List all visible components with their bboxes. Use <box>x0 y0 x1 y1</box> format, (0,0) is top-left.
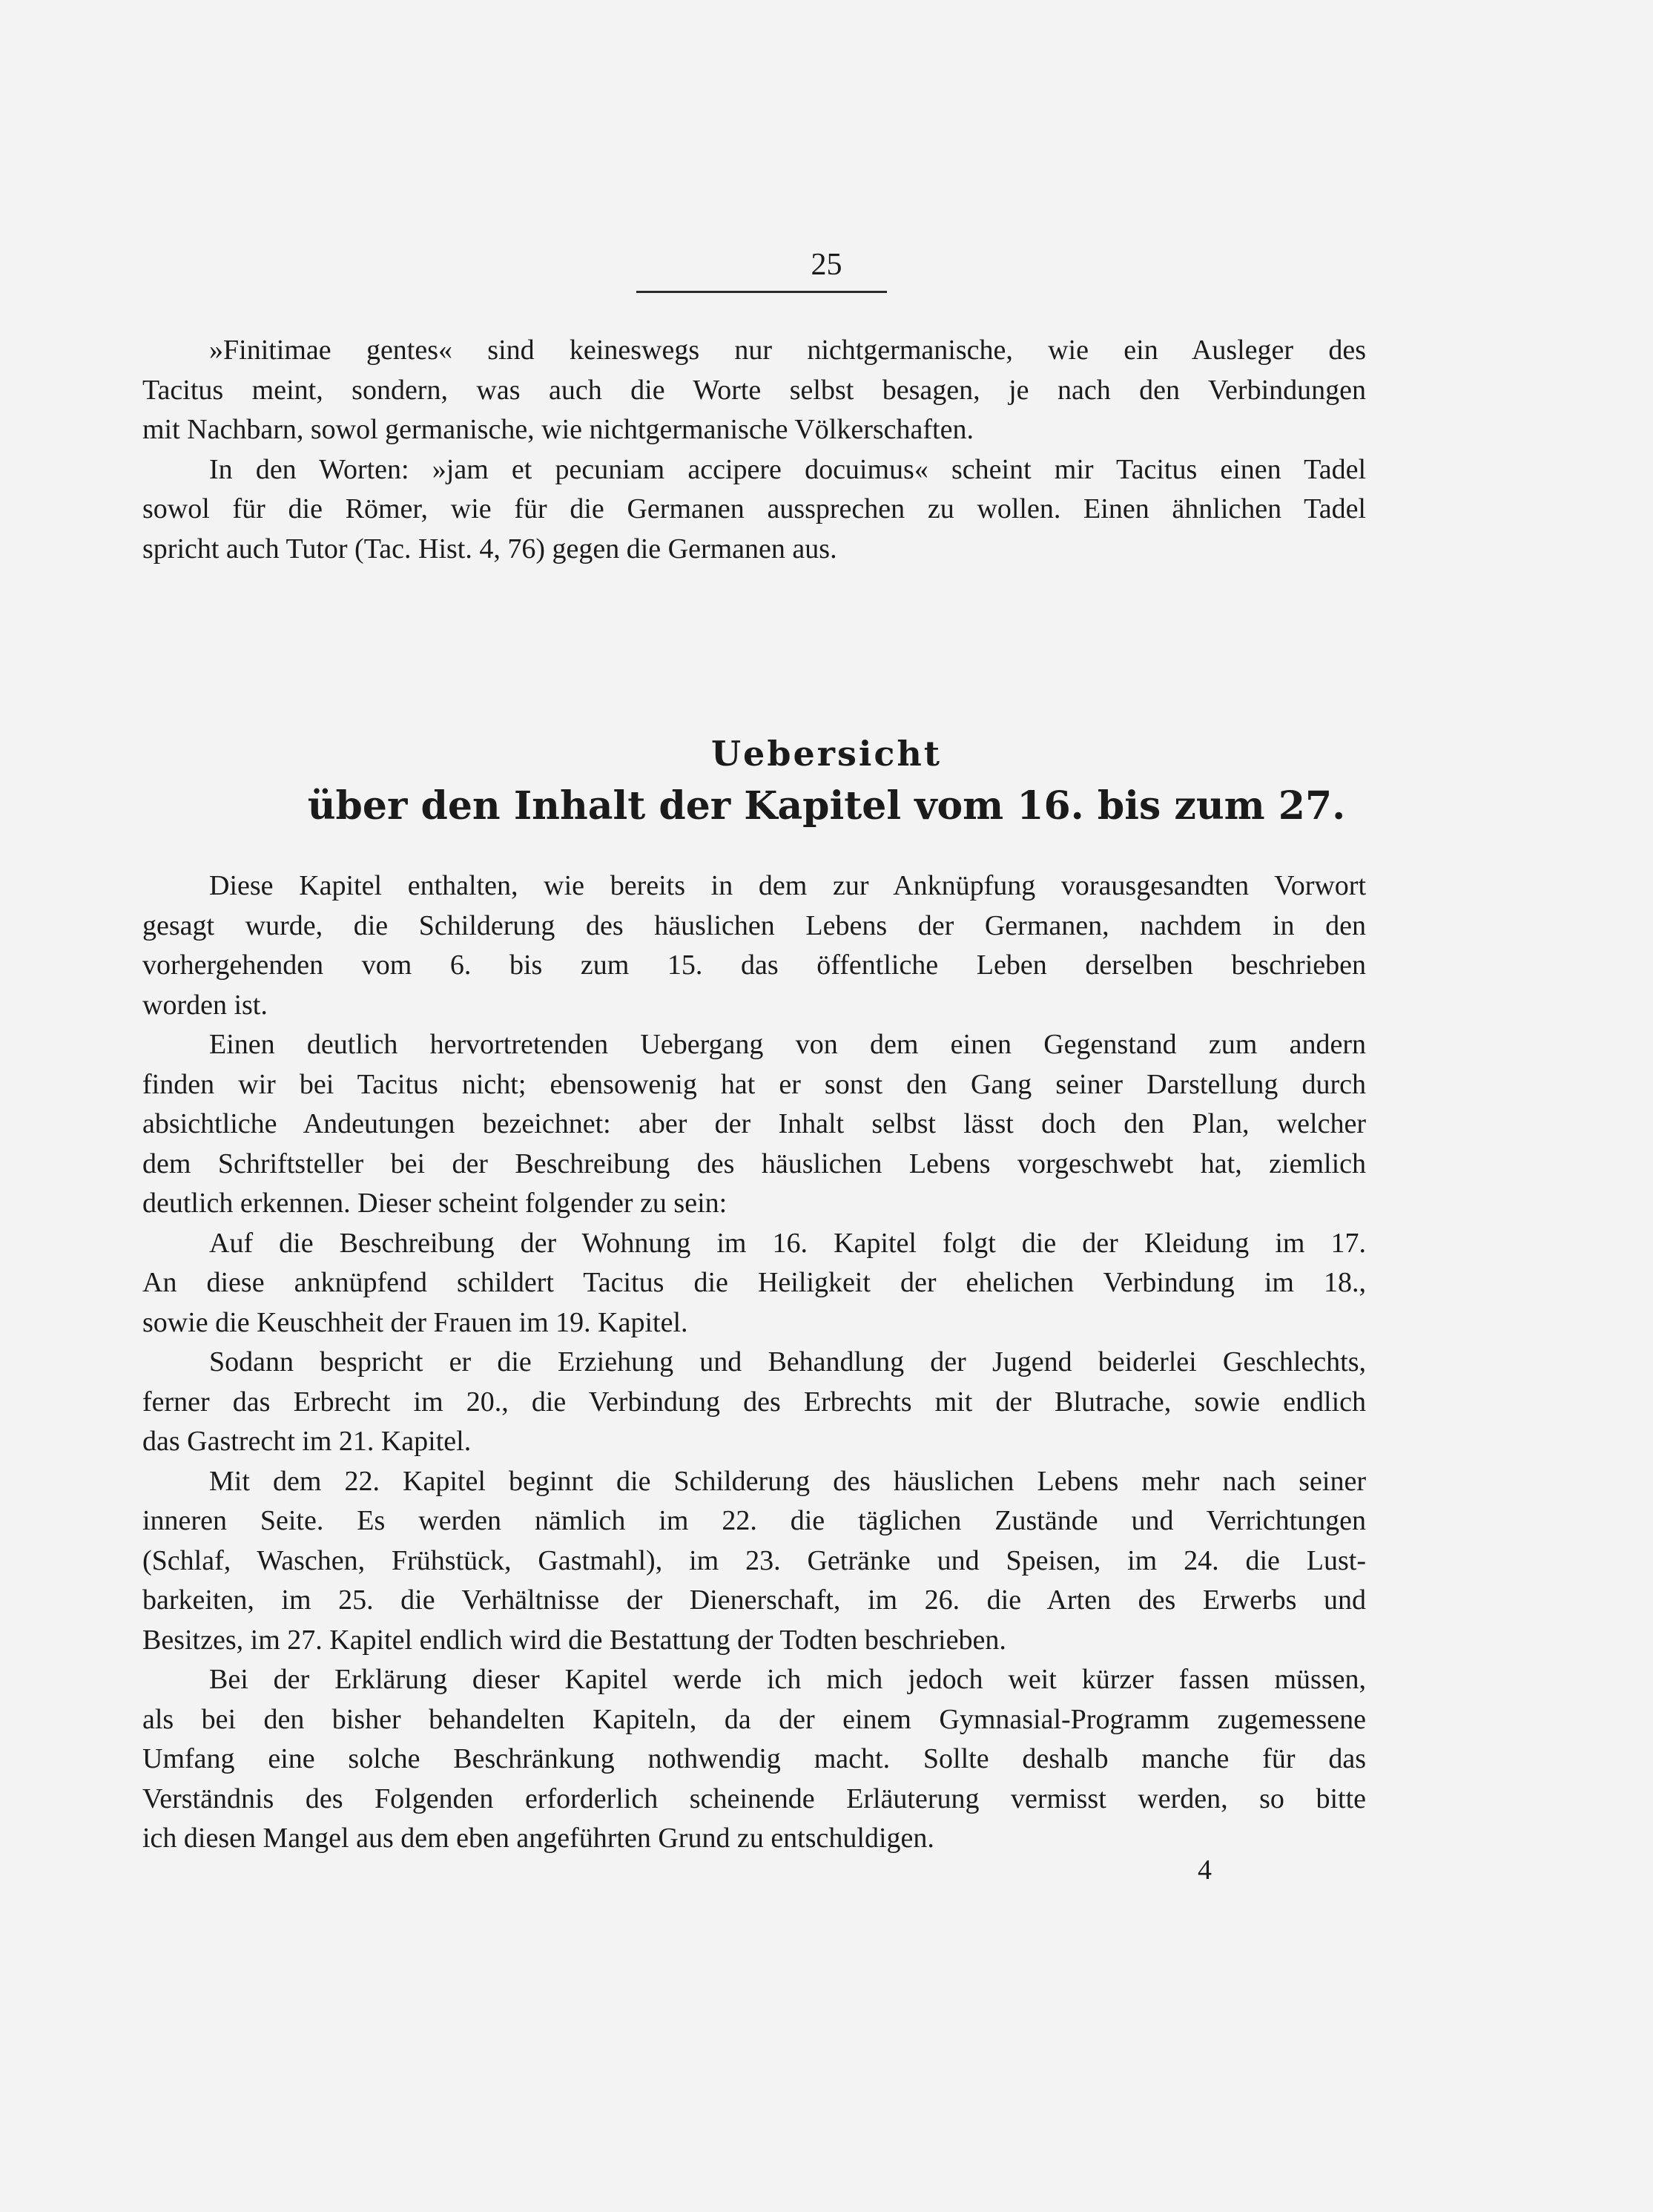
text-line: (Schlaf, Waschen, Frühstück, Gastmahl), im 23. Getränke und Speisen, im 24. die Lust- <box>142 1544 1366 1576</box>
text-line: mit Nachbarn, sowol germanische, wie nichtgermanische Völkerschaften. <box>142 414 974 445</box>
text-line: inneren Seite. Es werden nämlich im 22. die täglichen Zustände und Verrichtungen <box>142 1505 1366 1536</box>
text-line: Umfang eine solche Beschränkung nothwendig macht. Sollte deshalb manche für das <box>142 1743 1366 1774</box>
text-line: barkeiten, im 25. die Verhältnisse der Dienerschaft, im 26. die Arten des Erwerbs und <box>142 1584 1366 1616</box>
text-line: als bei den bisher behandelten Kapiteln, da der einem Gymnasial-Programm zugemessene <box>142 1703 1366 1735</box>
main-text-block <box>142 866 1366 1859</box>
text-line: Bei der Erklärung dieser Kapitel werde ich mich jedoch weit kürzer fassen müssen, <box>209 1664 1366 1695</box>
text-line: In den Worten: »jam et pecuniam accipere docuimus« scheint mir Tacitus einen Tadel <box>209 453 1366 485</box>
text-line: Verständnis des Folgenden erforderlich scheinende Erläuterung vermisst werden, so bitte <box>142 1783 1366 1814</box>
signature-mark: 4 <box>1198 1854 1212 1886</box>
text-line: Sodann bespricht er die Erziehung und Behandlung der Jugend beiderlei Geschlechts, <box>209 1346 1366 1377</box>
text-line: Einen deutlich hervortretenden Uebergang von dem einen Gegenstand zum andern <box>209 1029 1366 1060</box>
text-line: Besitzes, im 27. Kapitel endlich wird die Bestattung der Todten beschrieben. <box>142 1624 1006 1656</box>
text-line: absichtliche Andeutungen bezeichnet: aber der Inhalt selbst lässt doch den Plan, welcher <box>142 1108 1366 1139</box>
text-line: ferner das Erbrecht im 20., die Verbindung des Erbrechts mit der Blutrache, sowie endlich <box>142 1386 1366 1418</box>
text-line: Auf die Beschreibung der Wohnung im 16. Kapitel folgt die der Kleidung im 17. <box>209 1227 1366 1259</box>
text-line: deutlich erkennen. Dieser scheint folgender zu sein: <box>142 1188 727 1219</box>
text-line: finden wir bei Tacitus nicht; ebensowenig hat er sonst den Gang seiner Darstellung durch <box>142 1068 1366 1100</box>
text-line: »Finitimae gentes« sind keineswegs nur nichtgermanische, wie ein Ausleger des <box>209 335 1366 366</box>
text-line: ich diesen Mangel aus dem eben angeführten Grund zu entschuldigen. <box>142 1823 934 1854</box>
intro-text-block <box>142 331 1366 569</box>
section-heading: Uebersicht <box>710 734 943 774</box>
text-line: Diese Kapitel enthalten, wie bereits in dem zur Anknüpfung vorausgesandten Vorwort <box>209 870 1366 901</box>
text-line: Tacitus meint, sondern, was auch die Worte selbst besagen, je nach den Verbindungen <box>142 374 1366 406</box>
text-line: vorhergehenden vom 6. bis zum 15. das öffentliche Leben derselben beschrieben <box>142 949 1366 981</box>
text-line: An diese anknüpfend schildert Tacitus die Heiligkeit der ehelichen Verbindung im 18., <box>142 1267 1366 1298</box>
text-line: dem Schriftsteller bei der Beschreibung des häuslichen Lebens vorgeschwebt hat, ziemlich <box>142 1148 1366 1179</box>
text-line: spricht auch Tutor (Tac. Hist. 4, 76) gegen die Germanen aus. <box>142 533 837 564</box>
page-number: 25 <box>811 248 842 282</box>
header-rule <box>636 291 887 293</box>
text-line: Mit dem 22. Kapitel beginnt die Schilderung des häuslichen Lebens mehr nach seiner <box>209 1465 1366 1497</box>
text-line: worden ist. <box>142 989 268 1021</box>
text-line: sowol für die Römer, wie für die Germanen aussprechen zu wollen. Einen ähnlichen Tadel <box>142 493 1366 524</box>
text-line: gesagt wurde, die Schilderung des häuslichen Lebens der Germanen, nachdem in den <box>142 909 1366 941</box>
text-line: sowie die Keuschheit der Frauen im 19. Kapitel. <box>142 1306 688 1338</box>
text-line: das Gastrecht im 21. Kapitel. <box>142 1426 472 1457</box>
section-subheading: über den Inhalt der Kapitel vom 16. bis zum 27. <box>307 783 1346 829</box>
